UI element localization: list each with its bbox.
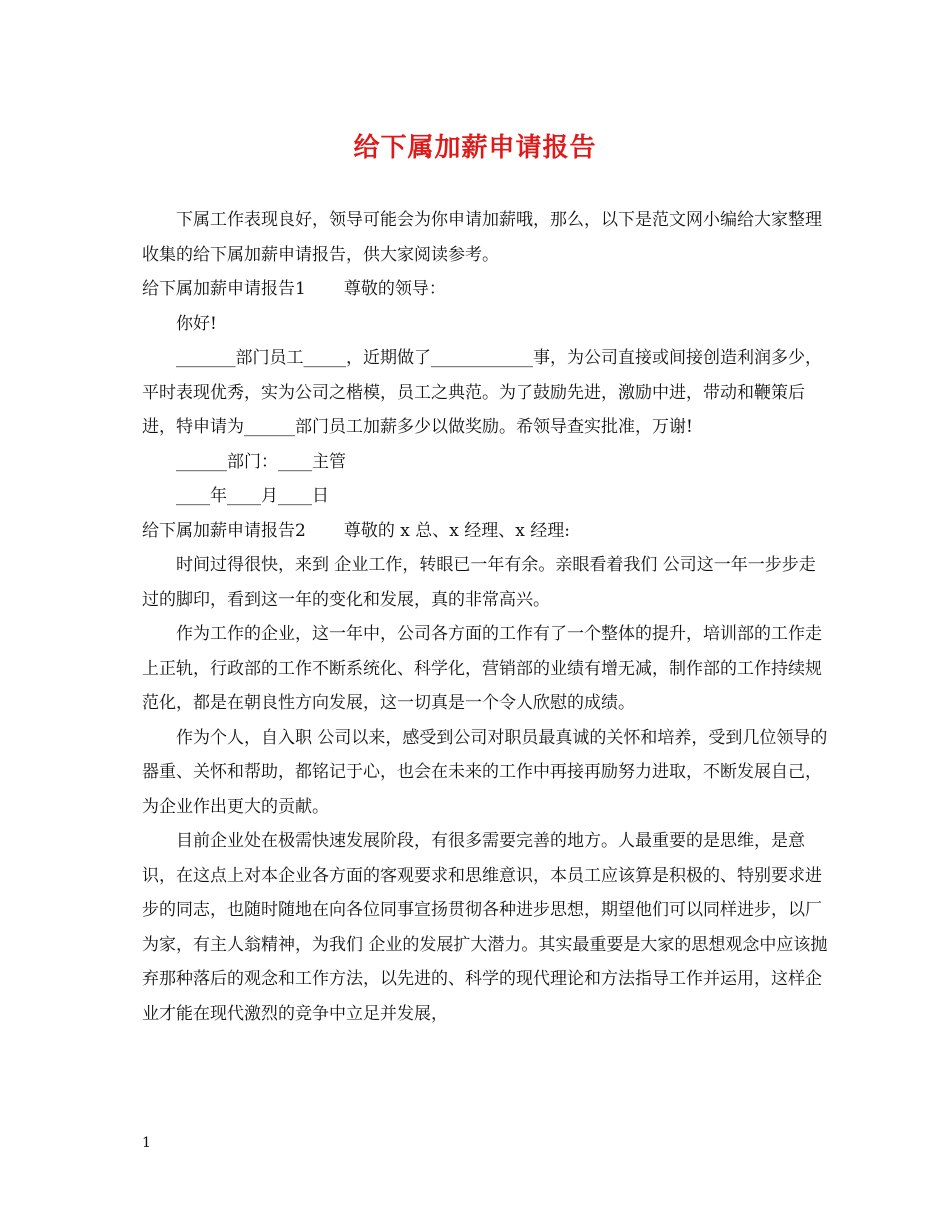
- report1-salutation: 尊敬的领导：: [343, 279, 446, 299]
- report2-paragraph: 时间过得很快，来到 企业工作，转眼已一年有余。亲眼看着我们 公司这一年一步步走过的脚印，看到这一年的变化和发展，真的非常高兴。: [142, 555, 816, 610]
- report2-paragraph: 目前企业处在极需快速发展阶段，有很多需要完善的地方。人最重要的是思维，是意识，在这点上对本企业各方面的客观要求和思维意识，本员工应该算是积极的、特别要求进步的同志，也随时随地在向各位同事宣扬贯彻各种进步思想，期望他们可以同样进步，以厂为家，有主人翁精神，为我们 企业的发展扩大潜力。其实最重要是大家的思想观念中应该抛弃那种落后的观念和工作方法，以先进的、科学的现代理论和方法指导工作并运用，这样企业才能在现代激烈的竞争中立足并发展，: [142, 831, 828, 1024]
- report1-body: _______部门员工_____，近期做了____________事，为公司直接或间接创造利润多少，平时表现优秀，实为公司之楷模，员工之典范。为了鼓励先进，激励中进，带动和鞭策后进，特申请为______部门员工加薪多少以做奖励。希领导查实批准，万谢!: [142, 348, 822, 437]
- report1-heading: 给下属加薪申请报告1: [142, 279, 306, 299]
- document-body: [142, 203, 832, 1031]
- document-title: 给下属加薪申请报告: [353, 133, 597, 163]
- report2-paragraph: 作为工作的企业，这一年中，公司各方面的工作有了一个整体的提升，培训部的工作走上正轨，行政部的工作不断系统化、科学化，营销部的业绩有增无减，制作部的工作持续规范化，都是在朝良性方向发展，这一切真是一个令人欣慰的成绩。: [142, 624, 822, 713]
- report1-date: ____年____月____日: [176, 486, 329, 506]
- intro-paragraph: 下属工作表现良好，领导可能会为你申请加薪哦，那么，以下是范文网小编给大家整理收集的给下属加薪申请报告，供大家阅读参考。: [142, 210, 822, 265]
- report1-signature: ______部门：____主管: [176, 451, 346, 472]
- report2-heading-line: [142, 514, 832, 549]
- report2-paragraph: 作为个人，自入职 公司以来，感受到公司对职员最真诚的关怀和培养，受到几位领导的器重、关怀和帮助，都铭记于心，也会在未来的工作中再接再励努力进取，不断发展自己，为企业作出更大的贡献。: [142, 727, 828, 817]
- report2-heading: 给下属加薪申请报告2: [142, 520, 306, 541]
- report1-greeting: 你好!: [176, 313, 217, 334]
- report1-heading-line: [142, 272, 832, 307]
- report2-salutation: 尊敬的 x 总、x 经理、x 经理:: [343, 520, 570, 541]
- page-number: 1: [142, 1135, 151, 1151]
